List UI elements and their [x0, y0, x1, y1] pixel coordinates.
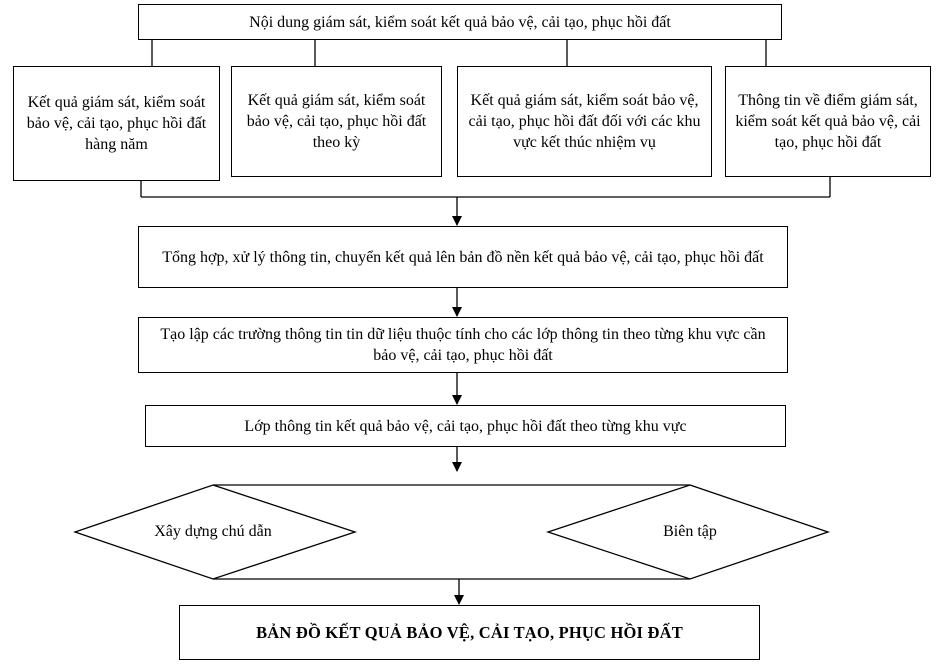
- sub-box-monitoring-points: Thông tin về điểm giám sát, kiểm soát kết quả bảo vệ, cải tạo, phục hồi đất: [725, 66, 931, 177]
- attributes-box: Tạo lập các trường thông tin tin dữ liệu thuộc tính cho các lớp thông tin theo từng khu vực cần bảo vệ, cải tạo, phục hồi đất: [138, 317, 788, 373]
- diamond-legend-label: Xây dựng chú dẫn: [154, 523, 272, 540]
- sub-box-annual: Kết quả giám sát, kiểm soát bảo vệ, cải tạo, phục hồi đất hàng năm: [13, 66, 220, 181]
- sub-box-completed-areas: Kết quả giám sát, kiểm soát bảo vệ, cải tạo, phục hồi đất đối với các khu vực kết thúc nhiệm vụ: [457, 66, 712, 177]
- diamond-edit-label: Biên tập: [663, 523, 717, 540]
- layer-box: Lớp thông tin kết quả bảo vệ, cải tạo, phục hồi đất theo từng khu vực: [145, 405, 786, 447]
- sub-box-periodic: Kết quả giám sát, kiểm soát bảo vệ, cải tạo, phục hồi đất theo kỳ: [231, 66, 442, 177]
- synthesis-box: Tổng hợp, xử lý thông tin, chuyển kết quả lên bản đồ nền kết quả bảo vệ, cải tạo, phục hồi đất: [138, 226, 788, 288]
- top-content-box: Nội dung giám sát, kiểm soát kết quả bảo vệ, cải tạo, phục hồi đất: [138, 4, 782, 40]
- final-map-box: BẢN ĐỒ KẾT QUẢ BẢO VỆ, CẢI TẠO, PHỤC HỒI ĐẤT: [179, 605, 760, 660]
